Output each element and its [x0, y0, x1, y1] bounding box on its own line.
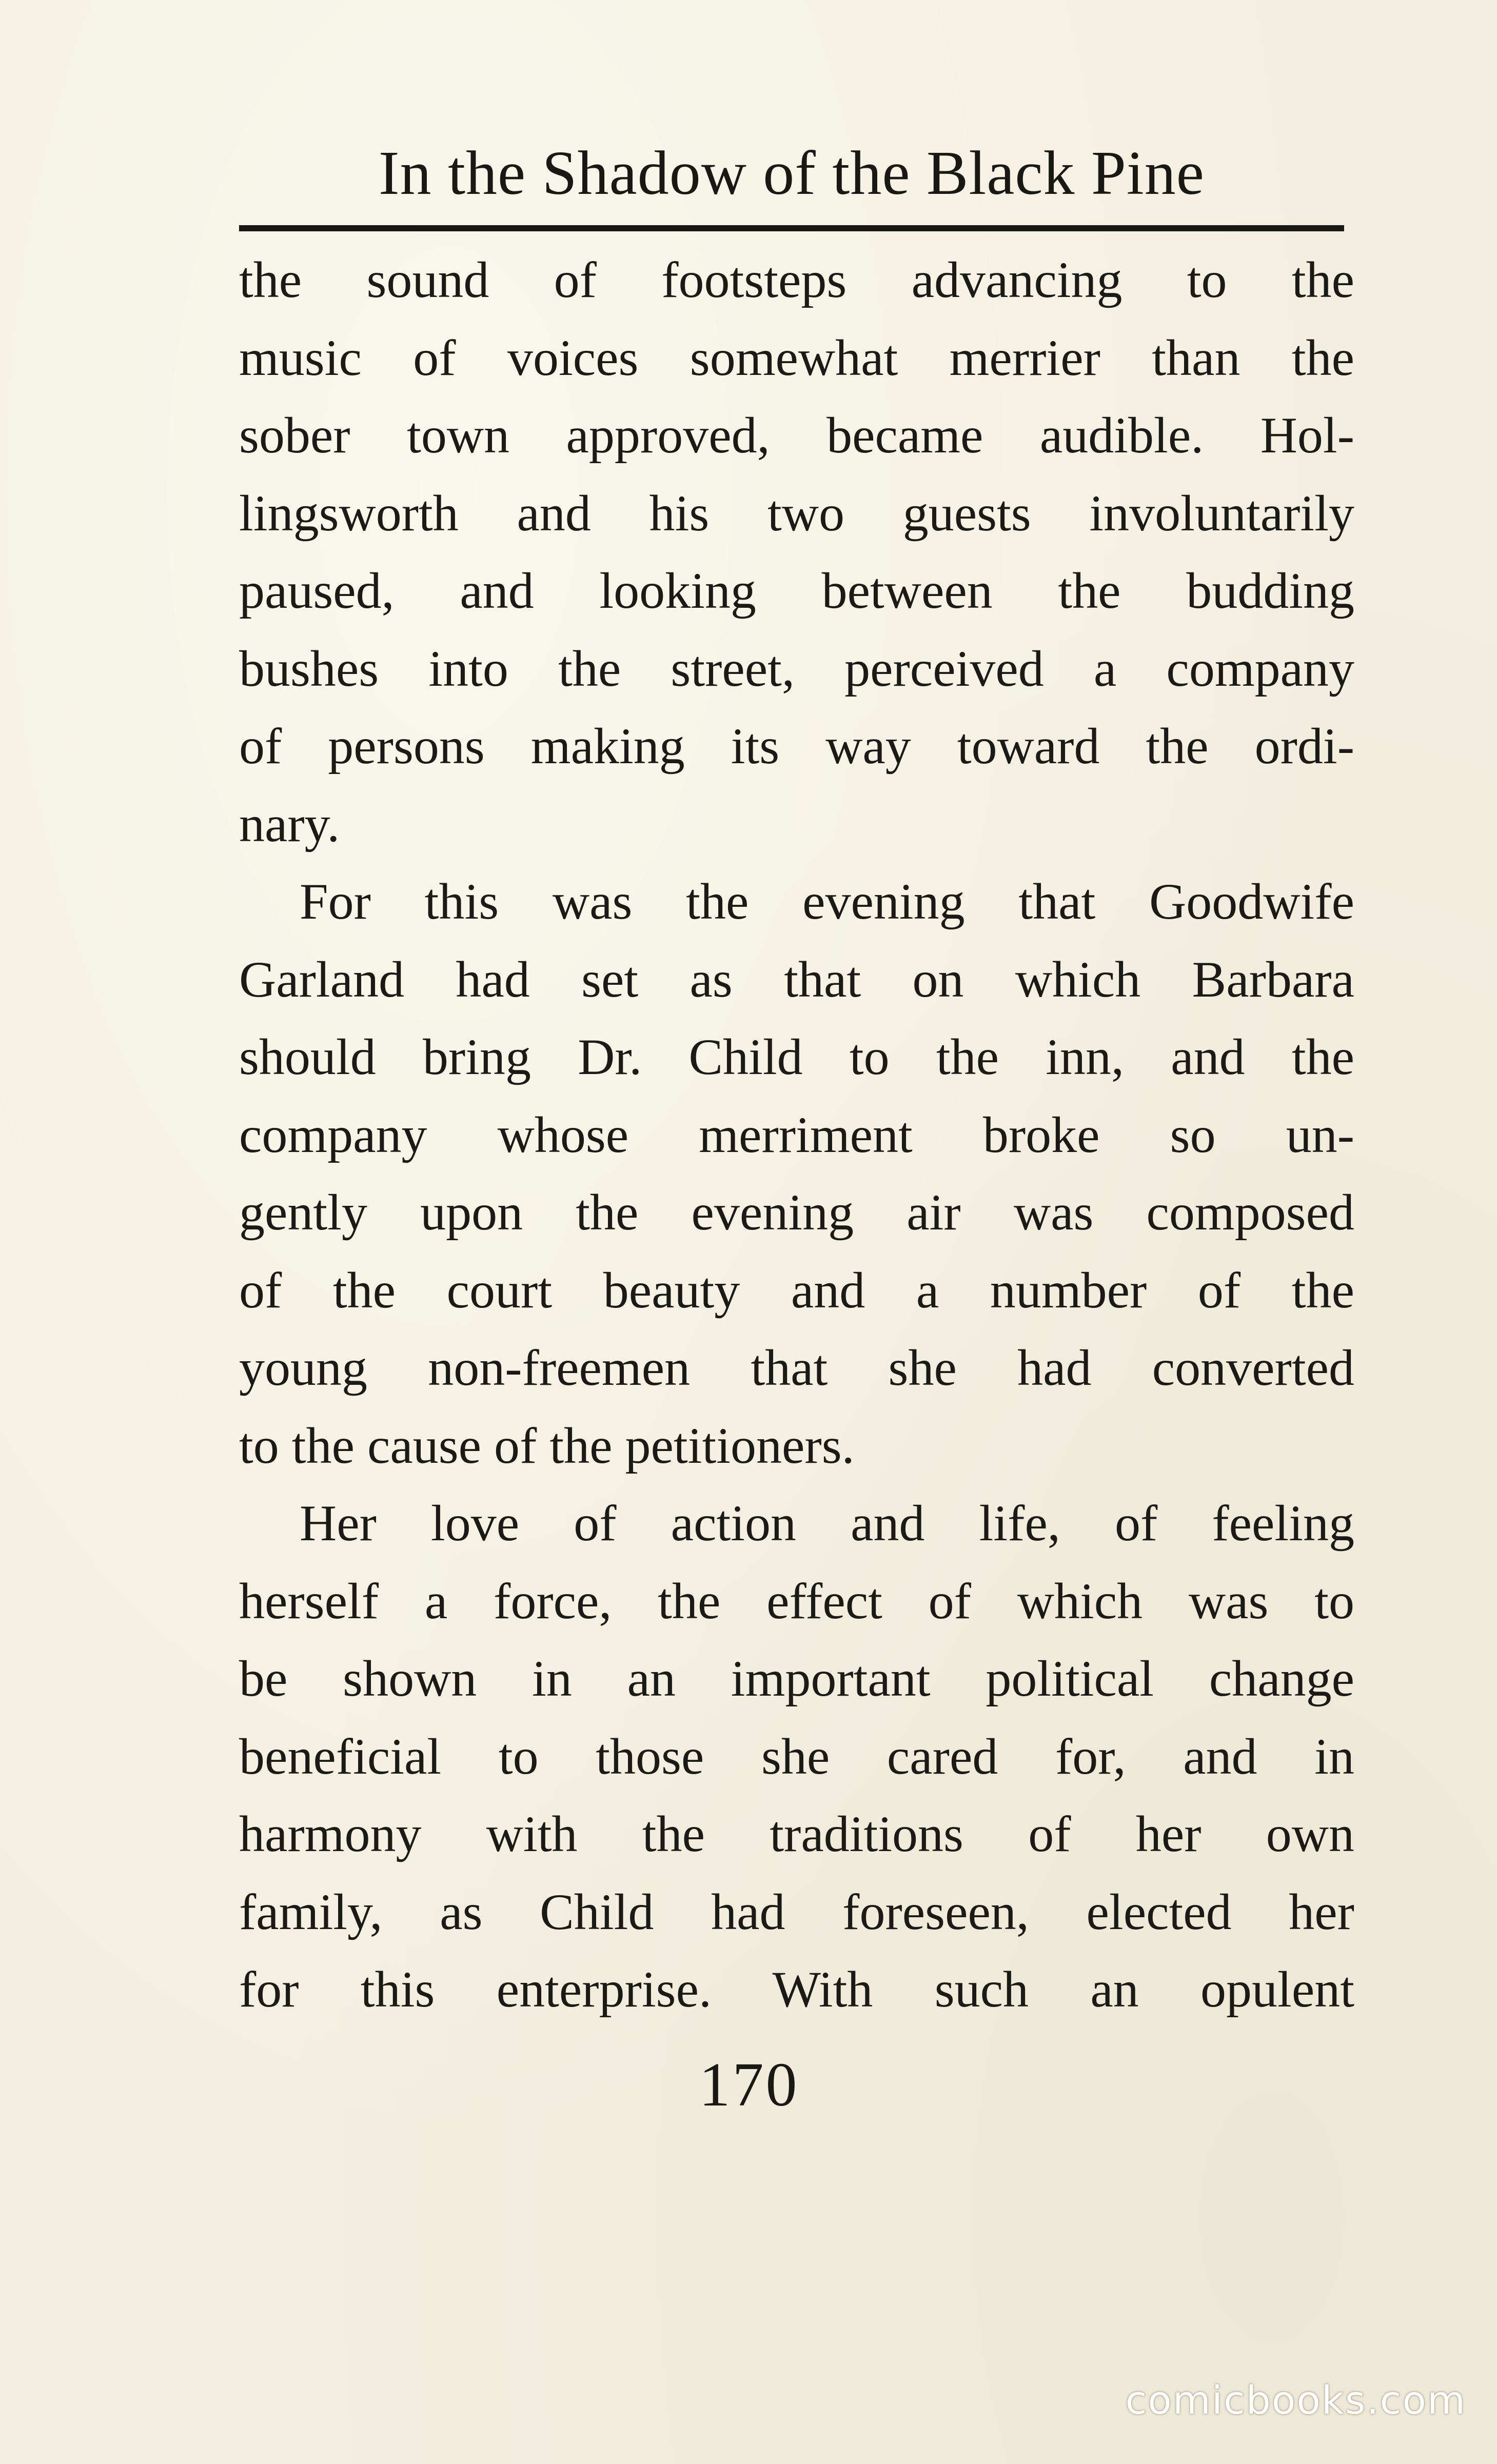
- text-line: company whose merriment broke so un-: [239, 1106, 1354, 1163]
- text-line: gently upon the evening air was composed: [239, 1184, 1354, 1241]
- text-line: Her love of action and life, of feeling: [300, 1495, 1354, 1552]
- text-line: harmony with the traditions of her own: [239, 1805, 1354, 1862]
- header-rule: [239, 225, 1344, 231]
- text-line: bushes into the street, perceived a company: [239, 640, 1354, 697]
- text-line: sober town approved, became audible. Hol-: [239, 407, 1354, 464]
- text-line: music of voices somewhat merrier than the: [239, 329, 1354, 386]
- text-line: nary.: [239, 795, 340, 852]
- text-line: For this was the evening that Goodwife: [300, 873, 1354, 930]
- watermark: comicbooks.com: [1125, 2377, 1466, 2423]
- text-line: lingsworth and his two guests involuntarily: [239, 484, 1354, 542]
- text-line: the sound of footsteps advancing to the: [239, 251, 1354, 308]
- text-line: should bring Dr. Child to the inn, and the: [239, 1028, 1354, 1085]
- text-line: of persons making its way toward the ordi-: [239, 718, 1354, 774]
- running-head: In the Shadow of the Black Pine: [379, 138, 1205, 208]
- text-line: Garland had set as that on which Barbara: [239, 950, 1354, 1008]
- text-line: paused, and looking between the budding: [239, 562, 1354, 619]
- text-line: of the court beauty and a number of the: [239, 1261, 1354, 1319]
- text-line: family, as Child had foreseen, elected her: [239, 1883, 1354, 1940]
- text-line: herself a force, the effect of which was to: [239, 1572, 1354, 1630]
- text-line: young non-freemen that she had converted: [239, 1339, 1354, 1396]
- text-line: for this enterprise. With such an opulent: [239, 1961, 1354, 2018]
- body-text: [239, 241, 1354, 2029]
- text-line: beneficial to those she cared for, and in: [239, 1727, 1354, 1785]
- text-line: to the cause of the petitioners.: [239, 1417, 855, 1474]
- text-line: be shown in an important political change: [239, 1650, 1354, 1707]
- page-number: 170: [699, 2050, 799, 2119]
